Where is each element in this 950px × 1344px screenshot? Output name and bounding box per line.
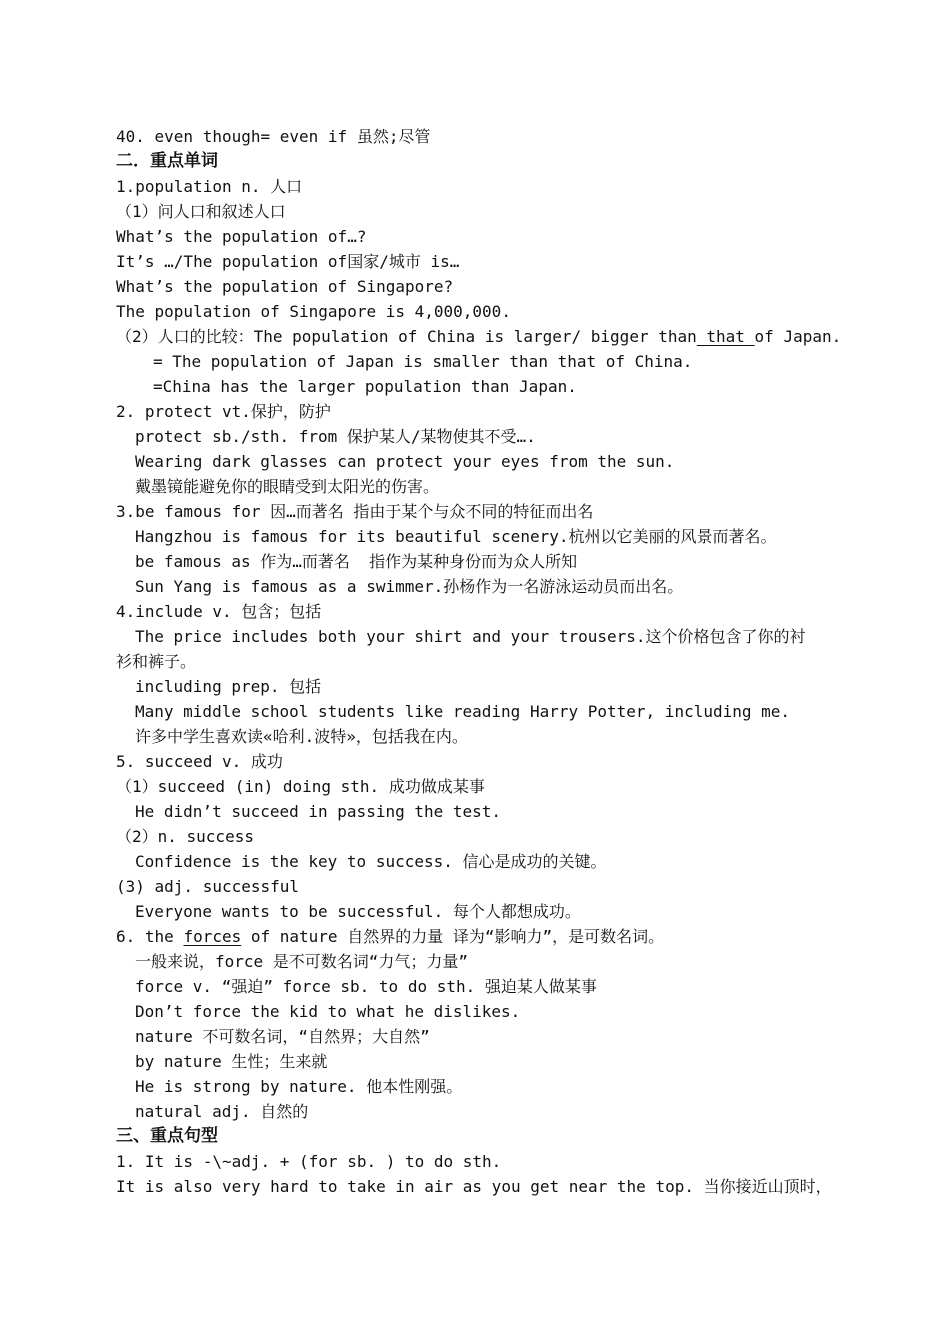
example-line: by nature 生性；生来就 bbox=[135, 1052, 328, 1071]
text-segment: of nature 自然界的力量 译为“影响力”，是可数名词。 bbox=[241, 927, 665, 946]
example-line: Hangzhou is famous for its beautiful scenery.杭州以它美丽的风景而著名。 bbox=[135, 527, 777, 546]
example-line: What’s the population of Singapore? bbox=[116, 277, 454, 296]
underlined-word: forces bbox=[183, 927, 242, 946]
text-segment: of Japan. bbox=[754, 327, 842, 346]
underlined-word: that bbox=[696, 327, 755, 346]
example-line: He didn’t succeed in passing the test. bbox=[135, 802, 502, 821]
entry-be-famous-for: 3.be famous for 因…而著名 指由于某个与众不同的特征而出名 bbox=[116, 502, 594, 521]
section-heading-key-words: 二．重点单词 bbox=[116, 151, 218, 171]
example-line: 一般来说，force 是不可数名词“力气；力量” bbox=[135, 952, 469, 971]
example-line: Sun Yang is famous as a swimmer.孙杨作为一名游泳运动员而出名。 bbox=[135, 577, 684, 596]
text-segment: 6. the bbox=[116, 927, 184, 946]
example-line: = The population of Japan is smaller than that of China. bbox=[153, 352, 693, 371]
phrase-40: 40. even though= even if 虽然;尽管 bbox=[116, 127, 431, 146]
example-line: Everyone wants to be successful. 每个人都想成功。 bbox=[135, 902, 581, 921]
sub-heading-ask-population: （1）问人口和叙述人口 bbox=[116, 202, 286, 221]
sentence-pattern-1: 1. It is -\~adj. + (for sb. ) to do sth. bbox=[116, 1152, 502, 1171]
example-line: It’s …/The population of国家/城市 is… bbox=[116, 252, 460, 271]
example-line: be famous as 作为…而著名 指作为某种身份而为众人所知 bbox=[135, 552, 578, 571]
example-line: Don’t force the kid to what he dislikes. bbox=[135, 1002, 521, 1021]
entry-include: 4.include v. 包含；包括 bbox=[116, 602, 322, 621]
example-line: The population of Singapore is 4,000,000. bbox=[116, 302, 511, 321]
example-line: Many middle school students like reading Harry Potter, including me. bbox=[135, 702, 791, 721]
sub-heading: （1）succeed (in) doing sth. 成功做成某事 bbox=[116, 777, 485, 796]
example-line: He is strong by nature. 他本性刚强。 bbox=[135, 1077, 463, 1096]
example-line: Confidence is the key to success. 信心是成功的关键。 bbox=[135, 852, 607, 871]
example-line: The price includes both your shirt and your trousers.这个价格包含了你的衬 bbox=[135, 627, 806, 646]
example-line: Wearing dark glasses can protect your eyes from the sun. bbox=[135, 452, 675, 471]
example-line: 衫和裤子。 bbox=[116, 652, 197, 671]
sub-heading-compare-population bbox=[116, 324, 841, 349]
entry-population: 1.population n. 人口 bbox=[116, 177, 303, 196]
example-line: nature 不可数名词，“自然界；大自然” bbox=[135, 1027, 430, 1046]
example-line: 戴墨镜能避免你的眼睛受到太阳光的伤害。 bbox=[135, 477, 440, 496]
example-line: What’s the population of…? bbox=[116, 227, 367, 246]
example-line: 许多中学生喜欢读«哈利.波特»，包括我在内。 bbox=[135, 727, 468, 746]
example-line: natural adj. 自然的 bbox=[135, 1102, 309, 1121]
sub-heading: (3) adj. successful bbox=[116, 877, 300, 896]
entry-forces-of-nature bbox=[116, 924, 664, 949]
example-line: including prep. 包括 bbox=[135, 677, 322, 696]
entry-succeed: 5. succeed v. 成功 bbox=[116, 752, 283, 771]
example-line: It is also very hard to take in air as you get near the top. 当你接近山顶时， bbox=[116, 1177, 832, 1196]
sub-heading: （2）n. success bbox=[116, 827, 254, 846]
example-line: =China has the larger population than Japan. bbox=[153, 377, 577, 396]
example-line: force v. “强迫” force sb. to do sth. 强迫某人做某事 bbox=[135, 977, 597, 996]
example-line: protect sb./sth. from 保护某人/某物使其不受…. bbox=[135, 427, 536, 446]
text-segment: （2）人口的比较：The population of China is larger/ bigger than bbox=[116, 327, 697, 346]
entry-protect: 2. protect vt.保护，防护 bbox=[116, 402, 331, 421]
section-heading-key-sentences: 三、重点句型 bbox=[116, 1126, 218, 1146]
